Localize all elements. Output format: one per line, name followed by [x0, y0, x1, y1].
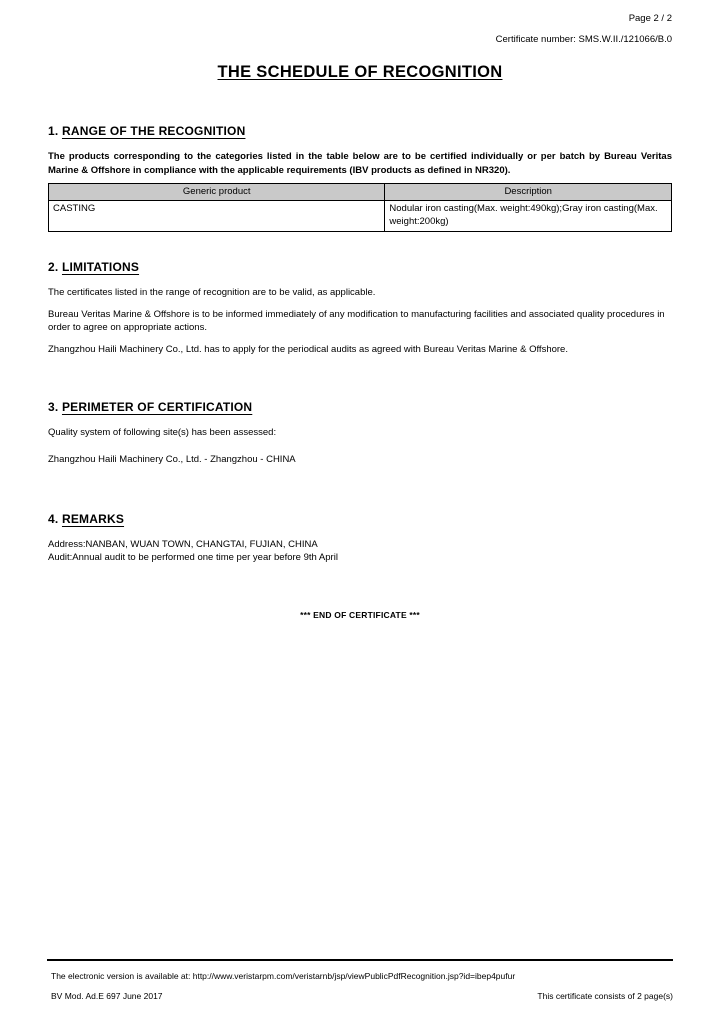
section-title: LIMITATIONS	[61, 260, 140, 274]
section-heading-remarks	[48, 512, 672, 526]
certificate-number: Certificate number: SMS.W.II./121066/B.0	[495, 34, 672, 45]
page-indicator: Page 2 / 2	[628, 13, 672, 24]
table-header-row	[49, 184, 672, 201]
section-heading-limitations	[48, 260, 672, 274]
section-heading-range	[48, 124, 672, 138]
perimeter-paragraph-2: Zhangzhou Haili Machinery Co., Ltd. - Zhangzhou - CHINA	[48, 454, 296, 465]
page-count-note: This certificate consists of 2 page(s)	[537, 991, 673, 1001]
table-row	[49, 201, 672, 232]
section-number: 1.	[48, 124, 59, 138]
end-of-certificate-marker: *** END OF CERTIFICATE ***	[300, 610, 420, 620]
section-title: PERIMETER OF CERTIFICATION	[61, 400, 253, 414]
section-number: 3.	[48, 400, 59, 414]
limitations-paragraph-1: The certificates listed in the range of recognition are to be valid, as applicable.	[48, 287, 376, 298]
table-cell-description: Nodular iron casting(Max. weight:490kg);Gray iron casting(Max. weight:200kg)	[385, 201, 672, 232]
form-reference: BV Mod. Ad.E 697 June 2017	[51, 991, 163, 1001]
section-title: RANGE OF THE RECOGNITION	[61, 124, 246, 138]
electronic-version-note: The electronic version is available at: http://www.veristarpm.com/veristarnb/jsp/viewPublicPdfRecognition.jsp?id=ibep4pufur	[51, 971, 516, 981]
remarks-address-line: Address:NANBAN, WUAN TOWN, CHANGTAI, FUJIAN, CHINA	[48, 539, 318, 550]
column-header-generic-product: Generic product	[49, 184, 385, 201]
section-heading-perimeter	[48, 400, 672, 414]
section-number: 2.	[48, 260, 59, 274]
remarks-block	[48, 538, 672, 564]
range-intro-paragraph: The products corresponding to the categories listed in the table below are to be certified individually or per batch by Bureau Veritas Marine & Offshore in compliance with the applicable requirements (IBV products as defined in NR320).	[48, 151, 672, 176]
document-meta	[48, 0, 672, 45]
limitations-paragraph-3: Zhangzhou Haili Machinery Co., Ltd. has to apply for the periodical audits as agreed with Bureau Veritas Marine & Offshore.	[48, 344, 568, 355]
column-header-description: Description	[385, 184, 672, 201]
limitations-paragraph-2: Bureau Veritas Marine & Offshore is to be informed immediately of any modification to manufacturing facilities and associated quality procedures in order to agree on appropriate actions.	[48, 309, 665, 333]
document-footer	[47, 959, 673, 1001]
page-title: THE SCHEDULE OF RECOGNITION	[217, 63, 503, 81]
section-number: 4.	[48, 512, 59, 526]
products-table	[48, 183, 672, 232]
remarks-audit-line: Audit:Annual audit to be performed one time per year before 9th April	[48, 552, 338, 563]
section-title: REMARKS	[61, 512, 125, 526]
table-cell-generic-product: CASTING	[49, 201, 385, 232]
perimeter-paragraph-1: Quality system of following site(s) has been assessed:	[48, 427, 277, 438]
